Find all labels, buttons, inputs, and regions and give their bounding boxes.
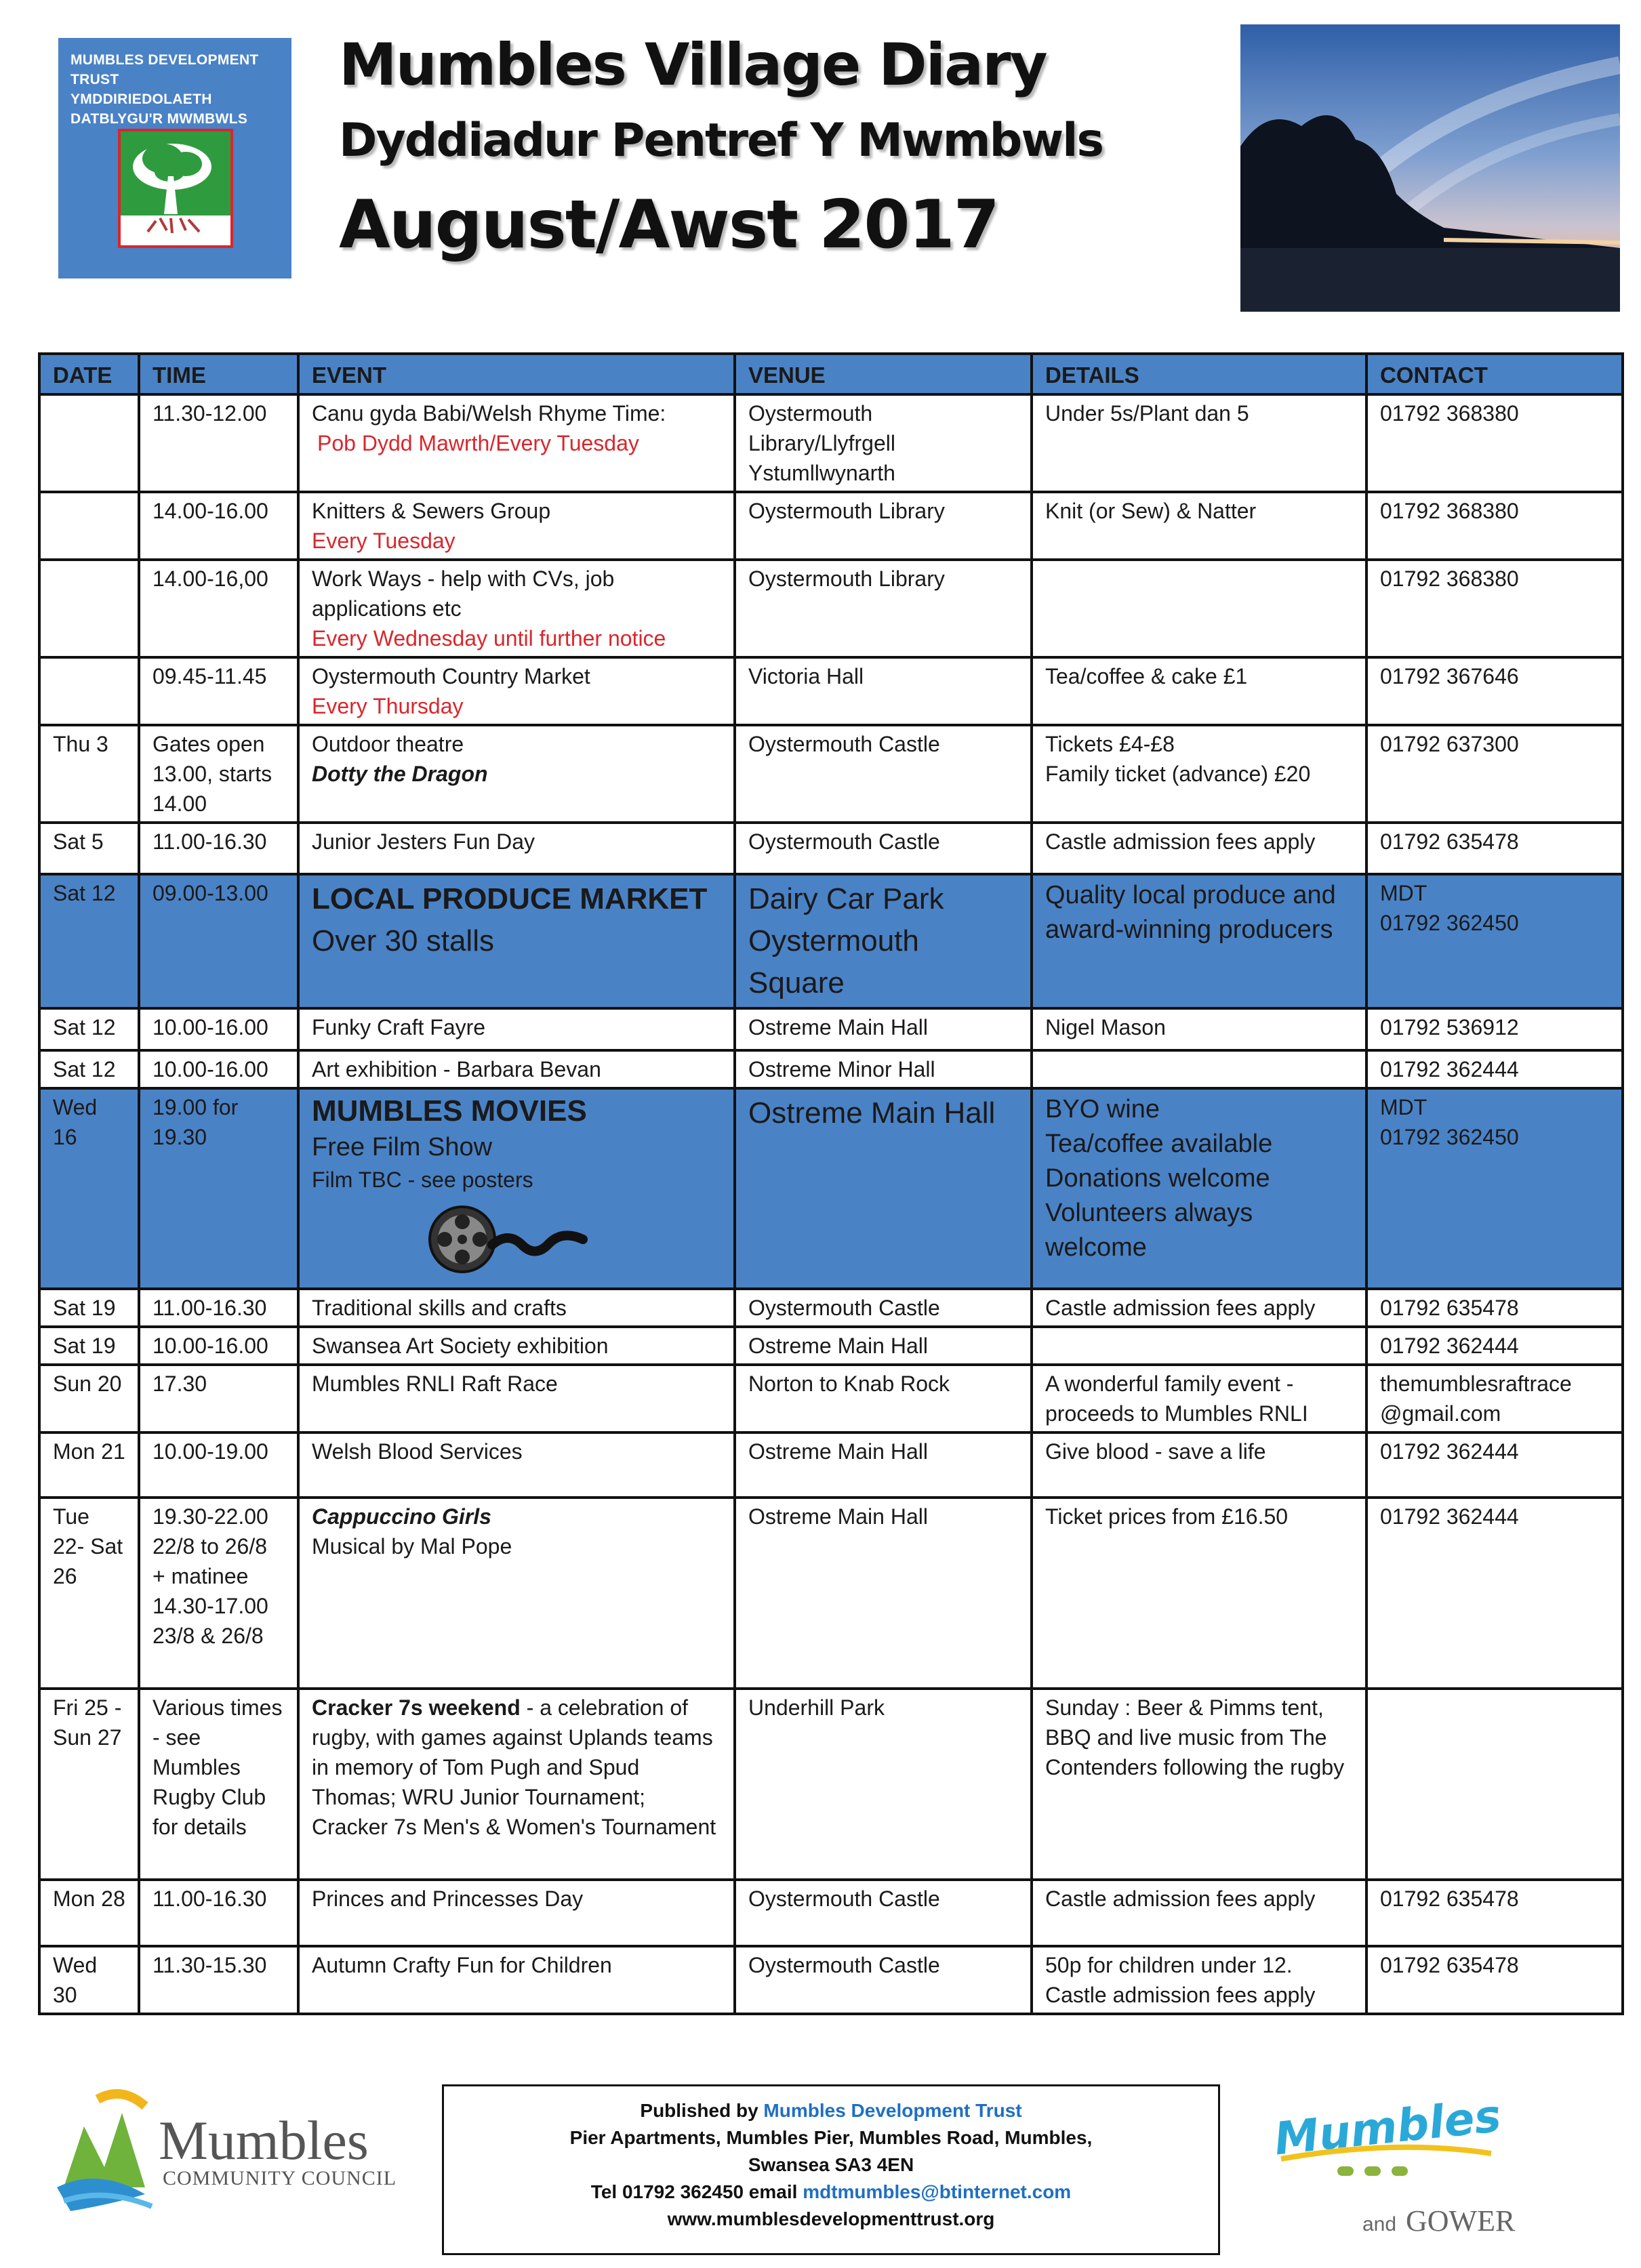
- venue-cell: Underhill Park: [735, 1689, 1032, 1880]
- details-line: Tea/coffee available: [1045, 1130, 1273, 1158]
- venue-cell: Ostreme Main Hall: [735, 1432, 1032, 1498]
- contact-cell: 01792 362444: [1366, 1498, 1623, 1689]
- venue-cell: Ostreme Main Hall: [735, 1498, 1032, 1689]
- table-row-highlight: [39, 874, 1623, 1008]
- event-note: Every Wednesday until further notice: [312, 626, 666, 651]
- details-cell: Castle admission fees apply: [1032, 1289, 1366, 1327]
- contact-cell: [1366, 874, 1623, 1008]
- details-cell: Under 5s/Plant dan 5: [1032, 394, 1366, 492]
- event-note: Film TBC - see posters: [312, 1168, 533, 1192]
- details-line: Volunteers always welcome: [1045, 1199, 1253, 1262]
- contact-cell: 01792 362444: [1366, 1050, 1623, 1088]
- table-row: [39, 1289, 1623, 1327]
- time-cell: Various times - see Mumbles Rugby Club for details: [139, 1689, 298, 1880]
- contact-cell: 01792 635478: [1366, 1946, 1623, 2014]
- time-cell: 10.00-16.00: [139, 1327, 298, 1365]
- event-cell: [298, 725, 735, 823]
- column-header-event: EVENT: [298, 354, 735, 394]
- contact-cell: 01792 536912: [1366, 1008, 1623, 1050]
- date-cell: Thu 3: [39, 725, 139, 823]
- contact-cell: 01792 368380: [1366, 492, 1623, 560]
- venue-cell: Ostreme Main Hall: [735, 1327, 1032, 1365]
- table-row: [39, 1689, 1623, 1880]
- events-table: [38, 352, 1624, 2015]
- venue-cell: Oystermouth Castle: [735, 725, 1032, 823]
- event-cell: Traditional skills and crafts: [298, 1289, 735, 1327]
- date-cell: Sat 19: [39, 1327, 139, 1365]
- time-cell: 11.00-16.30: [139, 1289, 298, 1327]
- event-cell: [298, 1088, 735, 1289]
- contact-line: Tel 01792 362450 email mdtmumbles@btinternet.com: [590, 2181, 1072, 2202]
- website-link[interactable]: www.mumblesdevelopmenttrust.org: [667, 2208, 995, 2229]
- event-subtitle: Over 30 stalls: [312, 924, 494, 957]
- sunset-photo: [1240, 24, 1620, 312]
- table-row: [39, 394, 1623, 492]
- event-cell: Autumn Crafty Fun for Children: [298, 1946, 735, 2014]
- mg-name: Mumbles: [1272, 2089, 1503, 2166]
- contact-cell: 01792 637300: [1366, 725, 1623, 823]
- time-cell: Gates open 13.00, starts 14.00: [139, 725, 298, 823]
- date-cell: [39, 657, 139, 725]
- published-by-line: Published by Mumbles Development Trust: [640, 2100, 1022, 2121]
- details-cell: [1032, 1050, 1366, 1088]
- details-cell: [1032, 1327, 1366, 1365]
- publisher-box: [442, 2084, 1220, 2255]
- event-title: - a celebration of rugby, with games against Uplands teams in memory of Tom Pugh and Spud Thomas; WRU Junior Tournament; Cracker 7s Men's & Women's Tournament: [312, 1695, 716, 1839]
- table-row: [39, 1327, 1623, 1365]
- event-cell: [298, 1689, 735, 1880]
- event-note: Every Tuesday: [312, 529, 455, 553]
- venue-cell: Oystermouth Library/Llyfrgell Ystumllwynarth: [735, 394, 1032, 492]
- table-row: [39, 1946, 1623, 2014]
- event-subtitle: Musical by Mal Pope: [312, 1534, 512, 1559]
- details-cell: Knit (or Sew) & Natter: [1032, 492, 1366, 560]
- date-cell: Sat 12: [39, 1050, 139, 1088]
- details-cell: Quality local produce and award-winning producers: [1032, 874, 1366, 1008]
- venue-cell: Ostreme Main Hall: [735, 1088, 1032, 1289]
- contact-cell: 01792 362444: [1366, 1327, 1623, 1365]
- table-header-row: [39, 354, 1623, 394]
- event-title: Oystermouth Country Market: [312, 664, 590, 688]
- date-cell: Fri 25 - Sun 27: [39, 1689, 139, 1880]
- month-heading: August/Awst 2017: [339, 186, 998, 264]
- venue-cell: Ostreme Minor Hall: [735, 1050, 1032, 1088]
- date-cell: Sun 20: [39, 1365, 139, 1432]
- time-cell: 10.00-19.00: [139, 1432, 298, 1498]
- contact-cell: 01792 635478: [1366, 1880, 1623, 1946]
- event-note: Every Thursday: [312, 694, 464, 718]
- address-line: Swansea SA3 4EN: [748, 2154, 914, 2175]
- event-cell: Princes and Princesses Day: [298, 1880, 735, 1946]
- column-header-date: DATE: [39, 354, 139, 394]
- details-cell: Tea/coffee & cake £1: [1032, 657, 1366, 725]
- tree-icon: [118, 129, 233, 248]
- event-emphasis: Dotty the Dragon: [312, 762, 488, 786]
- mumbles-community-council-logo: [57, 2086, 397, 2214]
- date-cell: Mon 21: [39, 1432, 139, 1498]
- venue-cell: Oystermouth Castle: [735, 1946, 1032, 2014]
- details-cell: [1032, 560, 1366, 657]
- date-cell: [39, 492, 139, 560]
- time-cell: 11.00-16.30: [139, 823, 298, 874]
- table-row: [39, 1050, 1623, 1088]
- contact-cell: 01792 635478: [1366, 823, 1623, 874]
- venue-cell: Victoria Hall: [735, 657, 1032, 725]
- details-cell: Give blood - save a life: [1032, 1432, 1366, 1498]
- mumbles-and-gower-logo: [1261, 2091, 1559, 2240]
- event-cell: Art exhibition - Barbara Bevan: [298, 1050, 735, 1088]
- column-header-time: TIME: [139, 354, 298, 394]
- venue-cell: Ostreme Main Hall: [735, 1008, 1032, 1050]
- address-line: Pier Apartments, Mumbles Pier, Mumbles Road, Mumbles,: [569, 2127, 1093, 2148]
- contact-line: MDT: [1380, 1095, 1427, 1119]
- venue-cell: Oystermouth Castle: [735, 823, 1032, 874]
- contact-cell: [1366, 1088, 1623, 1289]
- details-cell: [1032, 1088, 1366, 1289]
- table-row: [39, 1498, 1623, 1689]
- title-block: [339, 27, 1103, 268]
- page-title: Mumbles Village Diary: [339, 31, 1047, 99]
- time-cell: 10.00-16.00: [139, 1050, 298, 1088]
- venue-cell: Oystermouth Castle: [735, 1880, 1032, 1946]
- event-cell: [298, 1498, 735, 1689]
- details-cell: A wonderful family event - proceeds to Mumbles RNLI: [1032, 1365, 1366, 1432]
- table-row-highlight: [39, 1088, 1623, 1289]
- table-row: [39, 657, 1623, 725]
- event-title: Canu gyda Babi/Welsh Rhyme Time:: [312, 401, 666, 426]
- contact-cell: 01792 635478: [1366, 1289, 1623, 1327]
- venue-cell: Oystermouth Library: [735, 492, 1032, 560]
- event-title: MUMBLES MOVIES: [312, 1094, 587, 1128]
- date-cell: Wed 16: [39, 1088, 139, 1289]
- page-subtitle: Dyddiadur Pentref Y Mwmbwls: [339, 114, 1103, 167]
- contact-cell: themumblesraftrace @gmail.com: [1366, 1365, 1623, 1432]
- details-line: Family ticket (advance) £20: [1045, 762, 1311, 786]
- date-cell: Wed 30: [39, 1946, 139, 2014]
- venue-line: Dairy Car Park: [748, 882, 944, 915]
- details-cell: Castle admission fees apply: [1032, 1880, 1366, 1946]
- column-header-contact: CONTACT: [1366, 354, 1623, 394]
- time-cell: 09.00-13.00: [139, 874, 298, 1008]
- time-cell: 14.00-16.00: [139, 492, 298, 560]
- event-emphasis: Cracker 7s weekend: [312, 1695, 521, 1720]
- mg-gower: GOWER: [1406, 2204, 1516, 2238]
- details-cell: 50p for children under 12. Castle admission fees apply: [1032, 1946, 1366, 2014]
- contact-cell: 01792 367646: [1366, 657, 1623, 725]
- venue-cell: Oystermouth Library: [735, 560, 1032, 657]
- venue-line: Oystermouth Square: [748, 924, 919, 999]
- table-row: [39, 725, 1623, 823]
- date-cell: [39, 394, 139, 492]
- contact-cell: 01792 368380: [1366, 560, 1623, 657]
- date-cell: Sat 12: [39, 1008, 139, 1050]
- event-cell: [298, 492, 735, 560]
- table-row: [39, 492, 1623, 560]
- contact-cell: [1366, 1689, 1623, 1880]
- table-row: [39, 1880, 1623, 1946]
- details-cell: Castle admission fees apply: [1032, 823, 1366, 874]
- event-cell: Junior Jesters Fun Day: [298, 823, 735, 874]
- table-row: [39, 1432, 1623, 1498]
- column-header-venue: VENUE: [735, 354, 1032, 394]
- details-cell: [1032, 725, 1366, 823]
- contact-line: 01792 362450: [1380, 1125, 1519, 1149]
- event-cell: Swansea Art Society exhibition: [298, 1327, 735, 1365]
- event-cell: Mumbles RNLI Raft Race: [298, 1365, 735, 1432]
- email-link[interactable]: mdtmumbles@btinternet.com: [803, 2181, 1072, 2202]
- date-cell: Sat 12: [39, 874, 139, 1008]
- details-line: BYO wine: [1045, 1095, 1160, 1123]
- mdt-logo-text: MUMBLES DEVELOPMENT TRUST YMDDIRIEDOLAETH DATBLYGU'R MWMBWLS: [70, 52, 259, 127]
- date-cell: Sat 5: [39, 823, 139, 874]
- table-row: [39, 823, 1623, 874]
- time-cell: 10.00-16.00: [139, 1008, 298, 1050]
- time-cell: 14.00-16,00: [139, 560, 298, 657]
- time-cell: 19.30-22.00 22/8 to 26/8 + matinee 14.30-17.00 23/8 & 26/8: [139, 1498, 298, 1689]
- table-row: [39, 1365, 1623, 1432]
- venue-cell: [735, 874, 1032, 1008]
- table-row: [39, 560, 1623, 657]
- event-cell: [298, 874, 735, 1008]
- event-cell: [298, 560, 735, 657]
- details-cell: Sunday : Beer & Pimms tent, BBQ and live music from The Contenders following the rugby: [1032, 1689, 1366, 1880]
- event-emphasis: Cappuccino Girls: [312, 1504, 491, 1529]
- event-cell: [298, 657, 735, 725]
- time-cell: 09.45-11.45: [139, 657, 298, 725]
- date-cell: Mon 28: [39, 1880, 139, 1946]
- time-cell: 11.00-16.30: [139, 1880, 298, 1946]
- contact-line: 01792 362450: [1380, 911, 1519, 935]
- date-cell: Tue 22- Sat 26: [39, 1498, 139, 1689]
- contact-line: MDT: [1380, 881, 1427, 905]
- time-cell: 11.30-12.00: [139, 394, 298, 492]
- film-reel-icon: [427, 1204, 590, 1275]
- event-note: Pob Dydd Mawrth/Every Tuesday: [317, 431, 639, 455]
- event-title: LOCAL PRODUCE MARKET: [312, 882, 708, 915]
- table-row: [39, 1008, 1623, 1050]
- details-cell: Nigel Mason: [1032, 1008, 1366, 1050]
- event-cell: Welsh Blood Services: [298, 1432, 735, 1498]
- event-subtitle: Free Film Show: [312, 1133, 493, 1161]
- venue-cell: Oystermouth Castle: [735, 1289, 1032, 1327]
- column-header-details: DETAILS: [1032, 354, 1366, 394]
- mcc-subtitle: COMMUNITY COUNCIL: [163, 2167, 397, 2189]
- contact-cell: 01792 362444: [1366, 1432, 1623, 1498]
- time-cell: 19.00 for 19.30: [139, 1088, 298, 1289]
- mcc-name: Mumbles: [159, 2109, 369, 2171]
- details-line: Donations welcome: [1045, 1164, 1270, 1193]
- event-title: Outdoor theatre: [312, 732, 464, 756]
- event-title: Knitters & Sewers Group: [312, 499, 551, 523]
- event-cell: [298, 394, 735, 492]
- mg-and: and: [1362, 2213, 1397, 2235]
- venue-cell: Norton to Knab Rock: [735, 1365, 1032, 1432]
- publisher-name: Mumbles Development Trust: [763, 2100, 1022, 2121]
- event-cell: Funky Craft Fayre: [298, 1008, 735, 1050]
- date-cell: Sat 19: [39, 1289, 139, 1327]
- date-cell: [39, 560, 139, 657]
- mdt-logo: [58, 38, 291, 279]
- event-title: Work Ways - help with CVs, job applications etc: [312, 566, 615, 621]
- details-cell: Ticket prices from £16.50: [1032, 1498, 1366, 1689]
- details-line: Tickets £4-£8: [1045, 732, 1175, 756]
- time-cell: 17.30: [139, 1365, 298, 1432]
- time-cell: 11.30-15.30: [139, 1946, 298, 2014]
- contact-cell: 01792 368380: [1366, 394, 1623, 492]
